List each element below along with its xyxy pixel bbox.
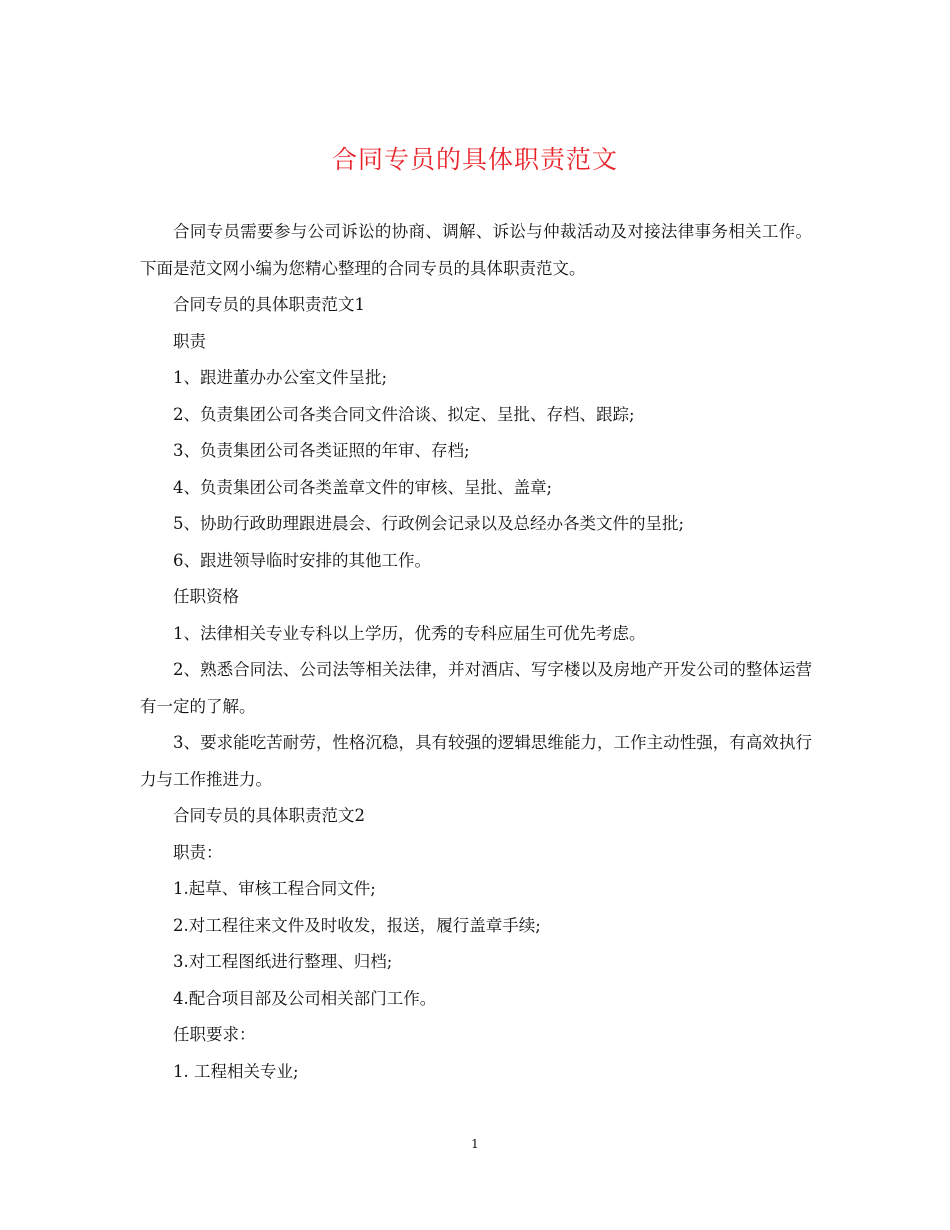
qualification-item: 1、法律相关专业专科以上学历，优秀的专科应届生可优先考虑。 xyxy=(173,623,646,643)
qualification-item: 3、要求能吃苦耐劳，性格沉稳，具有较强的逻辑思维能力，工作主动性强，有高效执行力与工作推进力。 xyxy=(140,733,812,789)
duty-item: 3.对工程图纸进行整理、归档; xyxy=(173,952,393,971)
duty-item: 4.配合项目部及公司相关部门工作。 xyxy=(173,988,437,1008)
document-body xyxy=(140,214,812,1090)
subheading-duties-2: 职责： xyxy=(173,842,223,862)
document-title: 合同专员的具体职责范文 xyxy=(331,145,618,174)
subheading-requirements: 任职要求： xyxy=(173,1025,256,1044)
duty-item: 2.对工程往来文件及时收发，报送，履行盖章手续; xyxy=(173,915,541,935)
subheading-qualifications: 任职资格 xyxy=(173,587,239,606)
duty-item: 6、跟进领导临时安排的其他工作。 xyxy=(173,550,431,570)
duty-item: 3、负责集团公司各类证照的年审、存档; xyxy=(173,441,470,460)
section-heading-sample-1: 合同专员的具体职责范文1 xyxy=(173,295,365,314)
page-number: 1 xyxy=(471,1137,479,1151)
subheading-duties: 职责 xyxy=(173,331,206,351)
duty-item: 1.起草、审核工程合同文件; xyxy=(173,879,376,898)
duty-item: 5、协助行政助理跟进晨会、行政例会记录以及总经办各类文件的呈批; xyxy=(173,514,685,533)
duty-item: 2、负责集团公司各类合同文件洽谈、拟定、呈批、存档、跟踪; xyxy=(173,404,635,424)
section-heading-sample-2: 合同专员的具体职责范文2 xyxy=(173,806,365,825)
qualification-item: 2、熟悉合同法、公司法等相关法律，并对酒店、写字楼以及房地产开发公司的整体运营有一定的了解。 xyxy=(140,660,812,716)
duty-item: 1、跟进董办办公室文件呈批; xyxy=(173,368,388,387)
intro-paragraph: 合同专员需要参与公司诉讼的协商、调解、诉讼与仲裁活动及对接法律事务相关工作。下面是范文网小编为您精心整理的合同专员的具体职责范文。 xyxy=(140,222,812,278)
duty-item: 4、负责集团公司各类盖章文件的审核、呈批、盖章; xyxy=(173,477,553,497)
requirement-item: 1. 工程相关专业; xyxy=(173,1061,299,1081)
